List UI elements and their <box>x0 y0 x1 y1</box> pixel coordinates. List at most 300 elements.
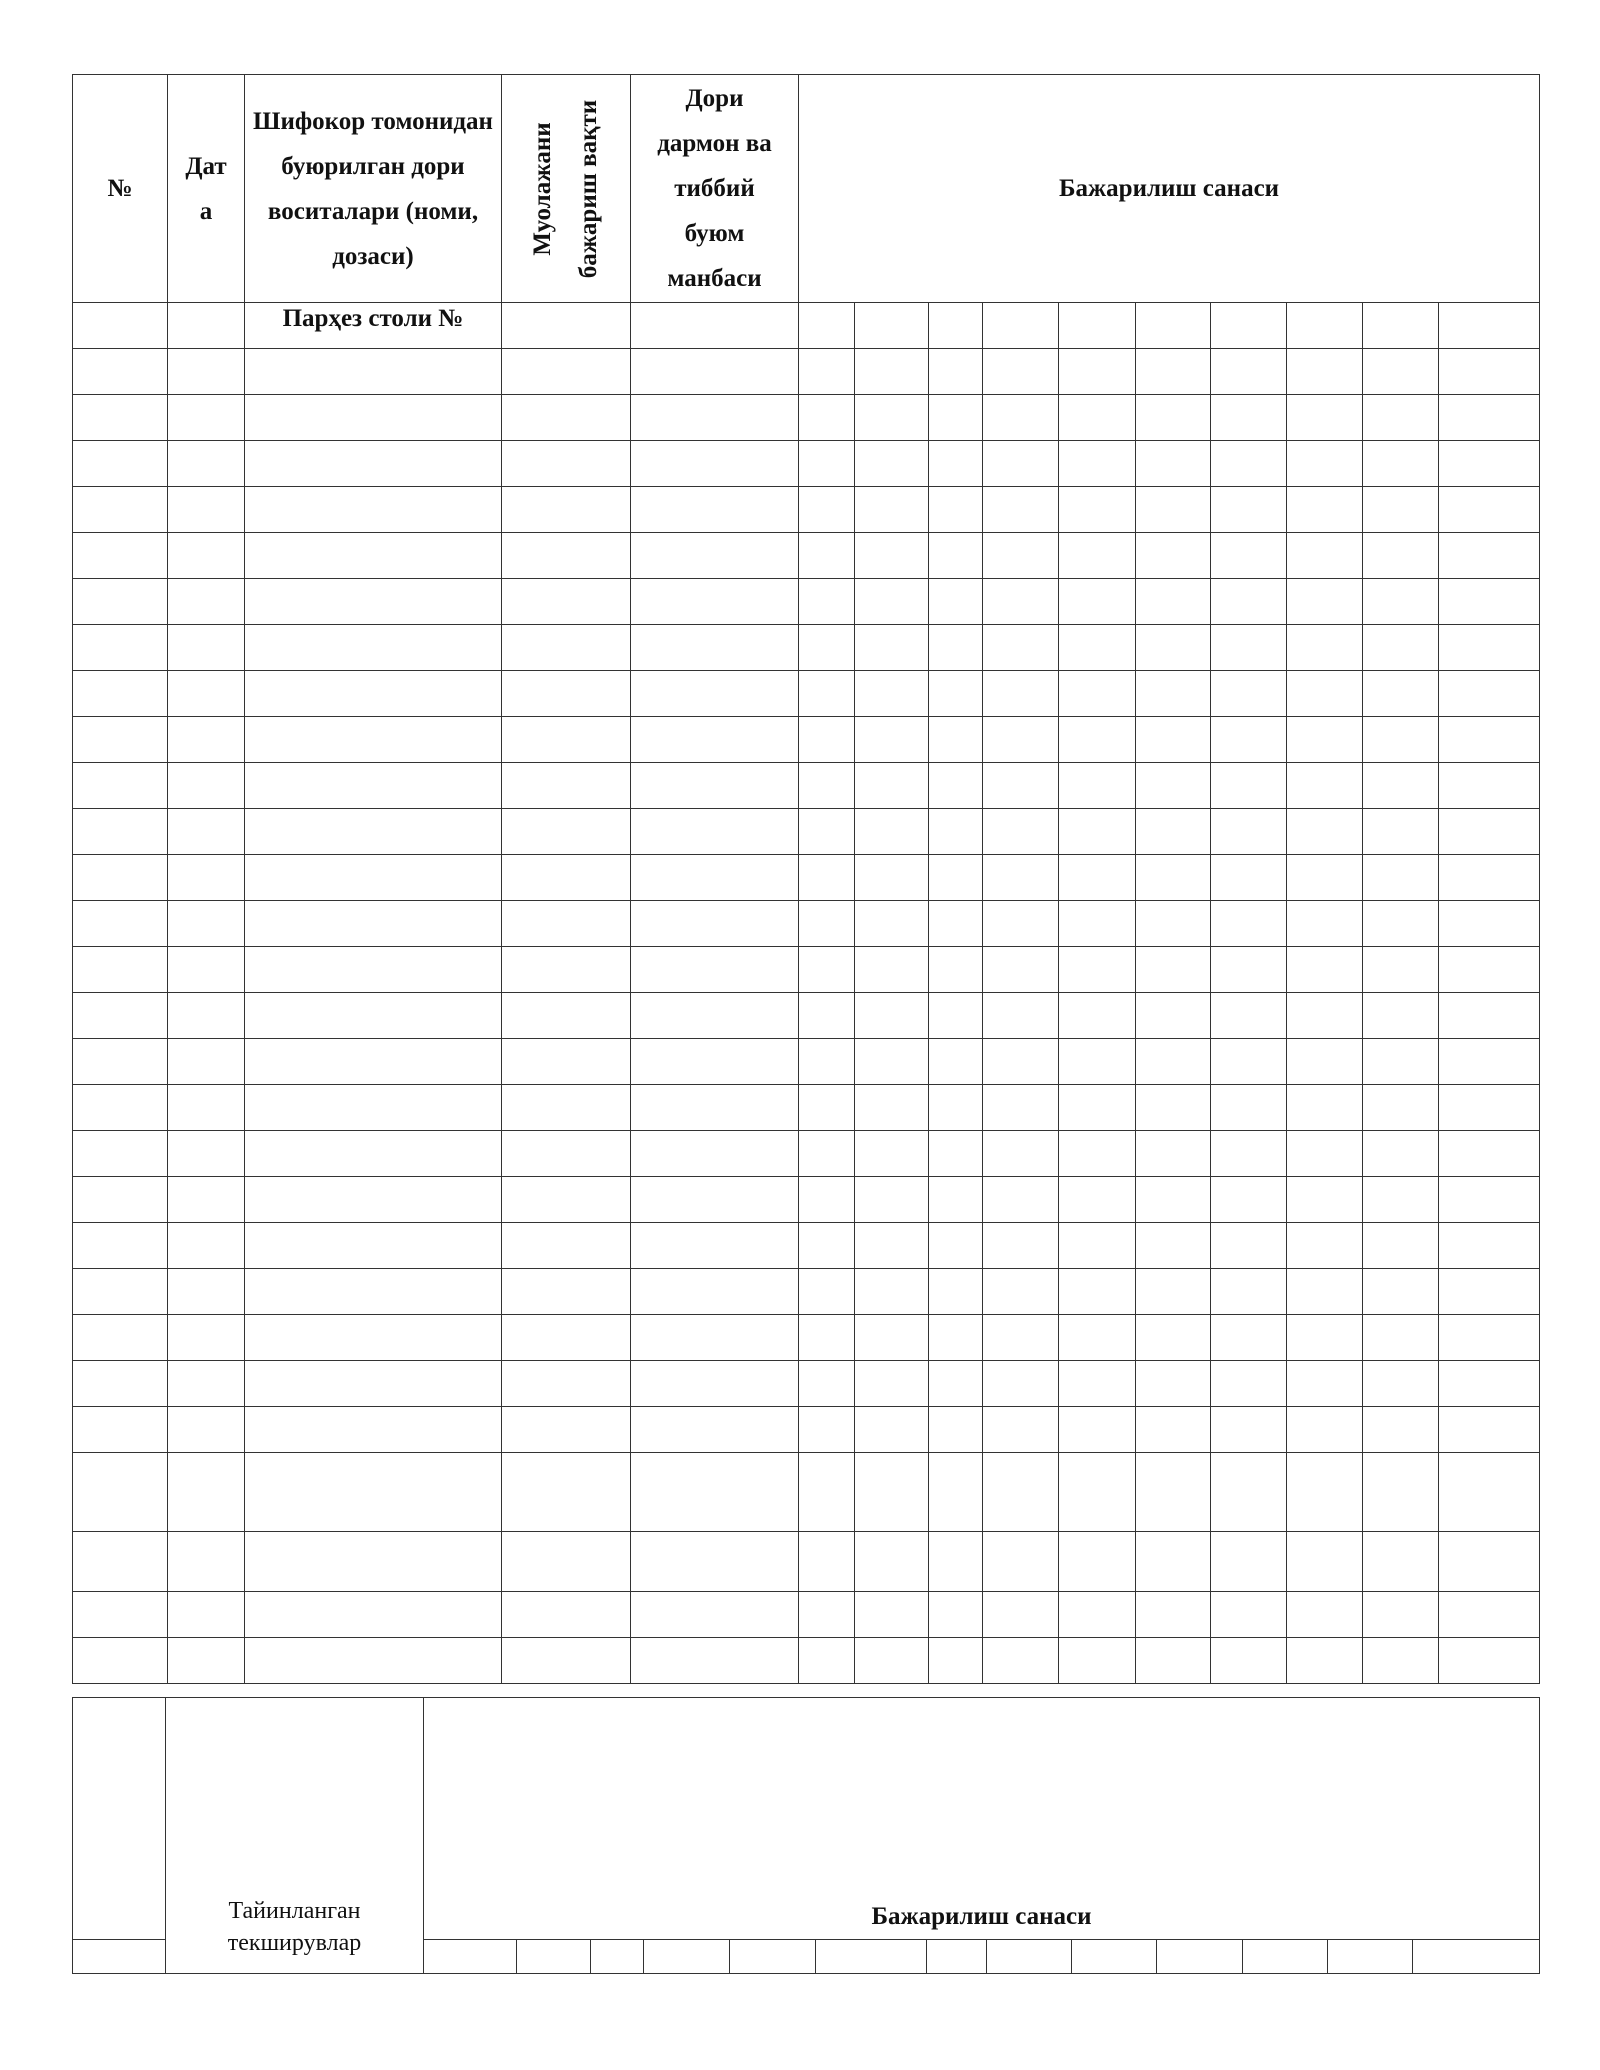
table-cell[interactable] <box>1136 1039 1211 1085</box>
table-cell[interactable] <box>631 1039 799 1085</box>
table-cell[interactable] <box>502 395 631 441</box>
table-cell[interactable] <box>73 395 168 441</box>
table-cell[interactable] <box>799 1315 855 1361</box>
table-cell[interactable] <box>631 349 799 395</box>
table-cell[interactable] <box>1136 763 1211 809</box>
table-cell[interactable] <box>1211 579 1287 625</box>
table-cell[interactable] <box>929 349 983 395</box>
table-cell[interactable] <box>245 487 502 533</box>
table-cell[interactable] <box>73 1315 168 1361</box>
table-cell[interactable] <box>799 303 855 349</box>
table-cell[interactable] <box>799 901 855 947</box>
table-cell[interactable] <box>1287 579 1363 625</box>
table-cell[interactable] <box>1439 1085 1540 1131</box>
table-cell[interactable] <box>855 763 929 809</box>
table-cell[interactable] <box>168 1638 245 1684</box>
table-cell[interactable] <box>929 947 983 993</box>
table-cell[interactable] <box>245 1453 502 1532</box>
table-cell[interactable] <box>799 1638 855 1684</box>
table-cell[interactable] <box>855 1039 929 1085</box>
table-cell[interactable] <box>73 1407 168 1453</box>
table-cell[interactable] <box>245 1361 502 1407</box>
table-cell[interactable] <box>73 1361 168 1407</box>
table-cell[interactable] <box>855 1361 929 1407</box>
table-cell[interactable] <box>799 1361 855 1407</box>
table-cell[interactable] <box>631 303 799 349</box>
table-cell[interactable] <box>1287 763 1363 809</box>
table-cell[interactable] <box>1363 1315 1439 1361</box>
table-cell[interactable] <box>855 487 929 533</box>
table-cell[interactable] <box>1059 1131 1136 1177</box>
table-cell[interactable] <box>1439 1039 1540 1085</box>
table-cell[interactable] <box>730 1940 816 1974</box>
table-cell[interactable] <box>1059 763 1136 809</box>
table-cell[interactable] <box>799 947 855 993</box>
table-cell[interactable] <box>502 901 631 947</box>
table-cell[interactable] <box>1287 1532 1363 1592</box>
table-cell[interactable] <box>1211 1039 1287 1085</box>
table-cell[interactable] <box>73 809 168 855</box>
table-cell[interactable] <box>1363 441 1439 487</box>
table-cell[interactable] <box>1439 303 1540 349</box>
table-cell[interactable] <box>502 487 631 533</box>
table-cell[interactable] <box>855 901 929 947</box>
table-cell[interactable] <box>1059 809 1136 855</box>
table-cell[interactable] <box>168 993 245 1039</box>
table-cell[interactable] <box>631 671 799 717</box>
table-cell[interactable] <box>855 1532 929 1592</box>
table-cell[interactable] <box>1287 1039 1363 1085</box>
table-cell[interactable] <box>168 1039 245 1085</box>
table-cell[interactable] <box>983 1407 1059 1453</box>
table-cell[interactable] <box>929 1315 983 1361</box>
table-cell[interactable] <box>983 1085 1059 1131</box>
table-cell[interactable] <box>1439 441 1540 487</box>
table-cell[interactable] <box>631 1638 799 1684</box>
table-cell[interactable] <box>1136 441 1211 487</box>
table-cell[interactable] <box>1059 717 1136 763</box>
table-cell[interactable] <box>1136 901 1211 947</box>
table-cell[interactable] <box>1287 395 1363 441</box>
table-cell[interactable] <box>73 441 168 487</box>
table-cell[interactable] <box>1211 1532 1287 1592</box>
table-cell[interactable] <box>983 533 1059 579</box>
table-cell[interactable] <box>1059 1638 1136 1684</box>
table-cell[interactable] <box>799 349 855 395</box>
table-cell[interactable] <box>168 349 245 395</box>
table-cell[interactable] <box>73 901 168 947</box>
table-cell[interactable] <box>855 1638 929 1684</box>
table-cell[interactable] <box>929 993 983 1039</box>
table-cell[interactable] <box>1363 855 1439 901</box>
table-cell[interactable] <box>73 1177 168 1223</box>
table-cell[interactable] <box>929 579 983 625</box>
table-cell[interactable] <box>983 717 1059 763</box>
table-cell[interactable] <box>73 487 168 533</box>
table-cell[interactable] <box>1363 993 1439 1039</box>
table-cell[interactable] <box>799 671 855 717</box>
table-cell[interactable] <box>73 1940 166 1974</box>
table-cell[interactable] <box>1287 671 1363 717</box>
table-cell[interactable] <box>245 1131 502 1177</box>
table-cell[interactable] <box>631 1223 799 1269</box>
table-cell[interactable] <box>73 993 168 1039</box>
table-cell[interactable] <box>517 1940 591 1974</box>
table-cell[interactable] <box>1287 1085 1363 1131</box>
table-cell[interactable] <box>855 855 929 901</box>
table-cell[interactable] <box>502 855 631 901</box>
table-cell[interactable] <box>1439 1315 1540 1361</box>
table-cell[interactable] <box>1136 349 1211 395</box>
table-cell[interactable] <box>855 1177 929 1223</box>
table-cell[interactable] <box>816 1940 927 1974</box>
table-cell[interactable] <box>1287 1361 1363 1407</box>
table-cell[interactable] <box>1211 671 1287 717</box>
table-cell[interactable] <box>168 1085 245 1131</box>
table-cell[interactable] <box>1328 1940 1413 1974</box>
table-cell[interactable] <box>245 1592 502 1638</box>
table-cell[interactable] <box>1059 947 1136 993</box>
table-cell[interactable] <box>1211 1315 1287 1361</box>
table-cell[interactable] <box>799 487 855 533</box>
table-cell[interactable] <box>168 625 245 671</box>
table-cell[interactable] <box>631 993 799 1039</box>
table-cell[interactable] <box>929 717 983 763</box>
table-cell[interactable] <box>799 1223 855 1269</box>
table-cell[interactable] <box>983 1223 1059 1269</box>
table-cell[interactable] <box>1211 1407 1287 1453</box>
table-cell[interactable] <box>1211 1638 1287 1684</box>
table-cell[interactable] <box>1211 349 1287 395</box>
table-cell[interactable] <box>983 395 1059 441</box>
table-cell[interactable] <box>1059 349 1136 395</box>
table-cell[interactable] <box>631 1131 799 1177</box>
table-cell[interactable] <box>168 809 245 855</box>
table-cell[interactable] <box>799 441 855 487</box>
table-cell[interactable] <box>983 441 1059 487</box>
table-cell[interactable] <box>73 717 168 763</box>
table-cell[interactable] <box>1211 809 1287 855</box>
table-cell[interactable] <box>245 1177 502 1223</box>
table-cell[interactable] <box>799 763 855 809</box>
table-cell[interactable] <box>1072 1940 1157 1974</box>
table-cell[interactable] <box>1439 1453 1540 1532</box>
table-cell[interactable] <box>1059 1039 1136 1085</box>
table-cell[interactable] <box>799 1532 855 1592</box>
table-cell[interactable] <box>502 1039 631 1085</box>
table-cell[interactable] <box>502 809 631 855</box>
table-cell[interactable] <box>1211 1085 1287 1131</box>
table-cell[interactable] <box>929 1039 983 1085</box>
table-cell[interactable] <box>73 1592 168 1638</box>
table-cell[interactable] <box>631 947 799 993</box>
table-cell[interactable] <box>929 303 983 349</box>
table-cell[interactable] <box>502 625 631 671</box>
table-cell[interactable] <box>1136 303 1211 349</box>
table-cell[interactable] <box>168 1315 245 1361</box>
table-cell[interactable] <box>929 1177 983 1223</box>
table-cell[interactable] <box>591 1940 644 1974</box>
table-cell[interactable] <box>983 625 1059 671</box>
table-cell[interactable] <box>799 1085 855 1131</box>
table-cell[interactable] <box>644 1940 730 1974</box>
table-cell[interactable] <box>855 395 929 441</box>
table-cell[interactable] <box>855 303 929 349</box>
table-cell[interactable] <box>502 1131 631 1177</box>
table-cell[interactable] <box>927 1940 987 1974</box>
table-cell[interactable] <box>502 763 631 809</box>
table-cell[interactable] <box>1059 1407 1136 1453</box>
table-cell[interactable] <box>1439 533 1540 579</box>
table-cell[interactable] <box>1439 809 1540 855</box>
table-cell[interactable] <box>1363 1131 1439 1177</box>
table-cell[interactable] <box>1136 1532 1211 1592</box>
table-cell[interactable] <box>1059 303 1136 349</box>
table-cell[interactable] <box>1136 1085 1211 1131</box>
table-cell[interactable] <box>1439 717 1540 763</box>
table-cell[interactable] <box>1059 1532 1136 1592</box>
table-cell[interactable] <box>1211 993 1287 1039</box>
table-cell[interactable] <box>929 1638 983 1684</box>
table-cell[interactable] <box>929 1453 983 1532</box>
table-cell[interactable] <box>631 1361 799 1407</box>
table-cell[interactable] <box>1287 1315 1363 1361</box>
table-cell[interactable] <box>855 671 929 717</box>
table-cell[interactable] <box>631 487 799 533</box>
table-cell[interactable] <box>73 763 168 809</box>
table-cell[interactable] <box>73 1085 168 1131</box>
table-cell[interactable] <box>73 1453 168 1532</box>
table-cell[interactable] <box>245 395 502 441</box>
table-cell[interactable] <box>1243 1940 1328 1974</box>
table-cell[interactable] <box>1363 579 1439 625</box>
table-cell[interactable] <box>983 487 1059 533</box>
table-cell[interactable] <box>983 855 1059 901</box>
table-cell[interactable] <box>929 533 983 579</box>
table-cell[interactable] <box>1136 1638 1211 1684</box>
table-cell[interactable] <box>929 441 983 487</box>
table-cell[interactable] <box>502 947 631 993</box>
table-cell[interactable] <box>1363 1085 1439 1131</box>
table-cell[interactable] <box>245 1407 502 1453</box>
table-cell[interactable] <box>631 855 799 901</box>
table-cell[interactable] <box>855 1223 929 1269</box>
table-cell[interactable] <box>1136 395 1211 441</box>
table-cell[interactable] <box>1136 717 1211 763</box>
table-cell[interactable] <box>245 947 502 993</box>
table-cell[interactable] <box>1136 1361 1211 1407</box>
table-cell[interactable] <box>1059 625 1136 671</box>
table-cell[interactable] <box>1211 625 1287 671</box>
table-cell[interactable] <box>1211 395 1287 441</box>
table-cell[interactable] <box>1059 855 1136 901</box>
table-cell[interactable] <box>1287 1177 1363 1223</box>
table-cell[interactable] <box>799 717 855 763</box>
table-cell[interactable] <box>929 901 983 947</box>
table-cell[interactable] <box>245 533 502 579</box>
table-cell[interactable] <box>631 1315 799 1361</box>
table-cell[interactable] <box>799 1177 855 1223</box>
table-cell[interactable] <box>1363 671 1439 717</box>
table-cell[interactable] <box>1363 1532 1439 1592</box>
table-cell[interactable] <box>1439 1131 1540 1177</box>
table-cell[interactable] <box>1363 487 1439 533</box>
table-cell[interactable] <box>1136 855 1211 901</box>
table-cell[interactable] <box>929 1532 983 1592</box>
table-cell[interactable] <box>631 717 799 763</box>
table-cell[interactable] <box>1287 855 1363 901</box>
table-cell[interactable] <box>983 1453 1059 1532</box>
table-cell[interactable] <box>168 487 245 533</box>
table-cell[interactable] <box>631 1407 799 1453</box>
table-cell[interactable] <box>1211 487 1287 533</box>
table-cell[interactable] <box>1059 1223 1136 1269</box>
table-cell[interactable] <box>631 1453 799 1532</box>
table-cell[interactable] <box>73 1532 168 1592</box>
table-cell[interactable] <box>1439 349 1540 395</box>
table-cell[interactable] <box>1136 1315 1211 1361</box>
table-cell[interactable] <box>73 1131 168 1177</box>
table-cell[interactable] <box>929 1361 983 1407</box>
table-cell[interactable] <box>502 303 631 349</box>
table-cell[interactable] <box>1136 809 1211 855</box>
table-cell[interactable] <box>1287 1407 1363 1453</box>
table-cell[interactable] <box>631 395 799 441</box>
table-cell[interactable] <box>983 671 1059 717</box>
table-cell[interactable] <box>1363 1039 1439 1085</box>
table-cell[interactable] <box>1439 1361 1540 1407</box>
table-cell[interactable] <box>799 579 855 625</box>
table-cell[interactable] <box>855 1315 929 1361</box>
table-cell[interactable] <box>1363 1223 1439 1269</box>
table-cell[interactable] <box>1059 579 1136 625</box>
table-cell[interactable] <box>1136 993 1211 1039</box>
table-cell[interactable] <box>73 1039 168 1085</box>
table-cell[interactable] <box>1136 671 1211 717</box>
table-cell[interactable] <box>799 1407 855 1453</box>
table-cell[interactable] <box>1136 1453 1211 1532</box>
table-cell[interactable] <box>1211 855 1287 901</box>
table-cell[interactable] <box>1287 717 1363 763</box>
table-cell[interactable] <box>1136 625 1211 671</box>
table-cell[interactable] <box>855 809 929 855</box>
table-cell[interactable] <box>1059 901 1136 947</box>
table-cell[interactable] <box>1059 671 1136 717</box>
table-cell[interactable] <box>502 1269 631 1315</box>
table-cell[interactable] <box>983 1638 1059 1684</box>
table-cell[interactable] <box>502 1592 631 1638</box>
table-cell[interactable] <box>799 533 855 579</box>
table-cell[interactable] <box>799 809 855 855</box>
table-cell[interactable] <box>855 1085 929 1131</box>
table-cell[interactable] <box>1059 1592 1136 1638</box>
table-cell[interactable] <box>799 1269 855 1315</box>
table-cell[interactable] <box>1211 1269 1287 1315</box>
table-cell[interactable] <box>73 533 168 579</box>
table-cell[interactable] <box>168 1532 245 1592</box>
table-cell[interactable] <box>855 533 929 579</box>
table-cell[interactable] <box>245 1085 502 1131</box>
table-cell[interactable] <box>502 1177 631 1223</box>
table-cell[interactable] <box>799 395 855 441</box>
table-cell[interactable] <box>73 625 168 671</box>
table-cell[interactable] <box>1287 1592 1363 1638</box>
table-cell[interactable] <box>1211 441 1287 487</box>
table-cell[interactable] <box>1363 533 1439 579</box>
table-cell[interactable] <box>1059 395 1136 441</box>
table-cell[interactable] <box>1439 947 1540 993</box>
table-cell[interactable] <box>1413 1940 1540 1974</box>
table-cell[interactable] <box>1059 1315 1136 1361</box>
table-cell[interactable] <box>168 1361 245 1407</box>
table-cell[interactable] <box>1363 1592 1439 1638</box>
table-cell[interactable] <box>502 579 631 625</box>
table-cell[interactable] <box>799 1592 855 1638</box>
table-cell[interactable] <box>1136 1131 1211 1177</box>
table-cell[interactable] <box>1136 1223 1211 1269</box>
table-cell[interactable] <box>245 809 502 855</box>
table-cell[interactable] <box>929 1131 983 1177</box>
table-cell[interactable] <box>168 1592 245 1638</box>
table-cell[interactable] <box>168 533 245 579</box>
table-cell[interactable] <box>1363 1177 1439 1223</box>
table-cell[interactable] <box>245 349 502 395</box>
table-cell[interactable] <box>1363 809 1439 855</box>
table-cell[interactable] <box>929 809 983 855</box>
table-cell[interactable] <box>929 763 983 809</box>
table-cell[interactable] <box>1363 717 1439 763</box>
table-cell[interactable] <box>245 993 502 1039</box>
table-cell[interactable] <box>1439 1177 1540 1223</box>
table-cell[interactable] <box>1439 625 1540 671</box>
table-cell[interactable] <box>245 901 502 947</box>
table-cell[interactable] <box>631 625 799 671</box>
table-cell[interactable] <box>502 1085 631 1131</box>
table-cell[interactable] <box>1211 1131 1287 1177</box>
table-cell[interactable] <box>1439 1638 1540 1684</box>
table-cell[interactable] <box>1211 947 1287 993</box>
table-cell[interactable] <box>1439 1269 1540 1315</box>
table-cell[interactable] <box>983 1177 1059 1223</box>
table-cell[interactable] <box>168 441 245 487</box>
table-cell[interactable] <box>168 855 245 901</box>
table-cell[interactable] <box>631 1177 799 1223</box>
table-cell[interactable] <box>1211 1453 1287 1532</box>
table-cell[interactable] <box>855 579 929 625</box>
table-cell[interactable] <box>1363 763 1439 809</box>
table-cell[interactable] <box>245 855 502 901</box>
table-cell[interactable] <box>245 441 502 487</box>
table-cell[interactable] <box>502 671 631 717</box>
table-cell[interactable] <box>983 579 1059 625</box>
table-cell[interactable] <box>987 1940 1072 1974</box>
table-cell[interactable] <box>1439 487 1540 533</box>
table-cell[interactable] <box>983 303 1059 349</box>
table-cell[interactable] <box>1363 1407 1439 1453</box>
table-cell[interactable] <box>631 1532 799 1592</box>
table-cell[interactable] <box>1211 1223 1287 1269</box>
table-cell[interactable] <box>799 1131 855 1177</box>
table-cell[interactable] <box>983 1315 1059 1361</box>
table-cell[interactable] <box>631 809 799 855</box>
table-cell[interactable] <box>631 1085 799 1131</box>
table-cell[interactable] <box>1287 901 1363 947</box>
table-cell[interactable] <box>502 349 631 395</box>
table-cell[interactable] <box>1287 349 1363 395</box>
table-cell[interactable] <box>168 1453 245 1532</box>
table-cell[interactable] <box>799 1039 855 1085</box>
table-cell[interactable] <box>929 395 983 441</box>
